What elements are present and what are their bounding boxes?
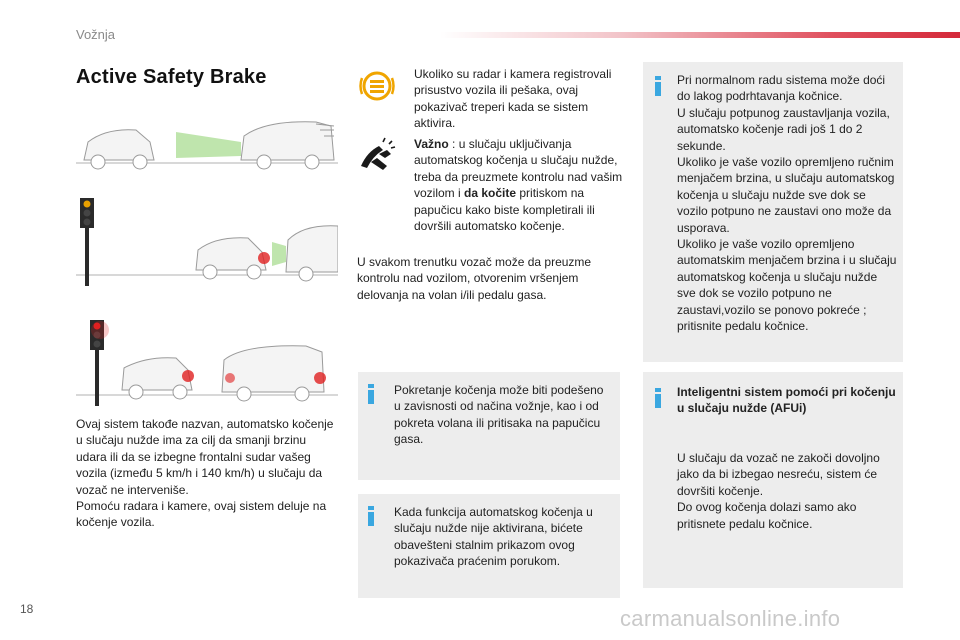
- illustration-approach: [76, 112, 338, 178]
- info-box-normal-use: [643, 62, 903, 362]
- info-box-inactive-text: Kada funkcija automatskog kočenja u slučaju nužde nije aktivirana, bićete obavešteni stalnim prikazom ovog pokazivača praćenim porukom.: [394, 505, 593, 569]
- info-icon: [655, 76, 661, 96]
- brake-warning-icon: [357, 66, 397, 106]
- afu-title: Inteligentni sistem pomoći pri kočenju u slučaju nužde (AFUi): [677, 385, 896, 416]
- important-text-before: : u slučaju uključivanja automatskog kočenja u slučaju nužde, treba da preuzmete kontrolu nad vašim vozilom i: [414, 137, 623, 201]
- info-box-adjust-text: Pokretanje kočenja može biti podešeno u zavisnosti od načina vožnje, kao i od pokreta volana ili pritisaka na papučicu gasa.: [394, 383, 604, 447]
- info-icon: [368, 506, 374, 526]
- illustration-braking: [76, 316, 338, 406]
- important-label: Važno: [414, 137, 449, 151]
- info-box-inactive: [358, 494, 620, 598]
- section-label: Vožnja: [76, 27, 116, 42]
- important-text-after: pritiskom na papučicu kako biste kompletirali ili dovršili automatsko kočenje.: [414, 186, 595, 234]
- info-icon: [368, 384, 374, 404]
- info-box-normal-use-text: Pri normalnom radu sistema može doći do lakog podrhtavanja kočnice. U slučaju potpunog zaustavljanja vozila, automatsko kočenje radi još 1 do 2 sekunde. Ukoliko je vaše vozilo opremljeno ručnim menjačem brzina, u slučaju automatskog kočenja u slučaju nužde sve dok se vozilo potpuno ne zaustavi ono može da usporava. Ukoliko je vaše vozilo opremljeno automatskim menjačem brzina i u slučaju automatskog kočenja u slučaju nužde sve dok se vozilo potpuno ne zaustavi,vozilo se ponovo pokreće ; pritisnite pedalu kočnice.: [677, 73, 897, 334]
- important-row: [357, 136, 627, 250]
- watermark: carmanualsonline.info: [620, 606, 841, 631]
- header-accent-bar: [440, 32, 960, 38]
- important-text: [414, 136, 624, 234]
- brake-warning-row: [357, 66, 627, 132]
- traffic-light-icon: [80, 198, 94, 286]
- info-icon: [655, 388, 661, 408]
- afu-text: U slučaju da vozač ne zakoči dovoljno jako da bi izbegao nesreću, sistem će dovršiti kočenje. Do ovog kočenja dolazi samo ako pritisnete pedalu kočnice.: [677, 451, 880, 531]
- important-bold: da kočite: [464, 186, 517, 201]
- page-number: 18: [20, 602, 34, 616]
- illustration-detection: [76, 196, 338, 288]
- page-title: Active Safety Brake: [76, 66, 267, 88]
- brake-warning-text: Ukoliko su radar i kamera registrovali prisustvo vozila ili pešaka, ovaj pokazivač treperi kada se sistem aktivira.: [414, 67, 612, 131]
- hand-steering-icon: [357, 136, 397, 176]
- intro-text: Ovaj sistem takođe nazvan, automatsko kočenje u slučaju nužde ima za cilj da smanji brzinu udara ili da se izbegne frontalni sudar vašeg vozila (između 5 km/h i 140 km/h) u slučaju da vozač ne interveniše. Pomoću radara i kamere, ovaj sistem deluje na kočenje vozila.: [76, 417, 334, 530]
- info-box-afu: [643, 372, 903, 588]
- info-box-adjust: [358, 372, 620, 480]
- driver-control-text: U svakom trenutku vozač može da preuzme kontrolu nad vozilom, otvorenim vršenjem delovanja na volan i/ili pedalu gasa.: [357, 255, 592, 302]
